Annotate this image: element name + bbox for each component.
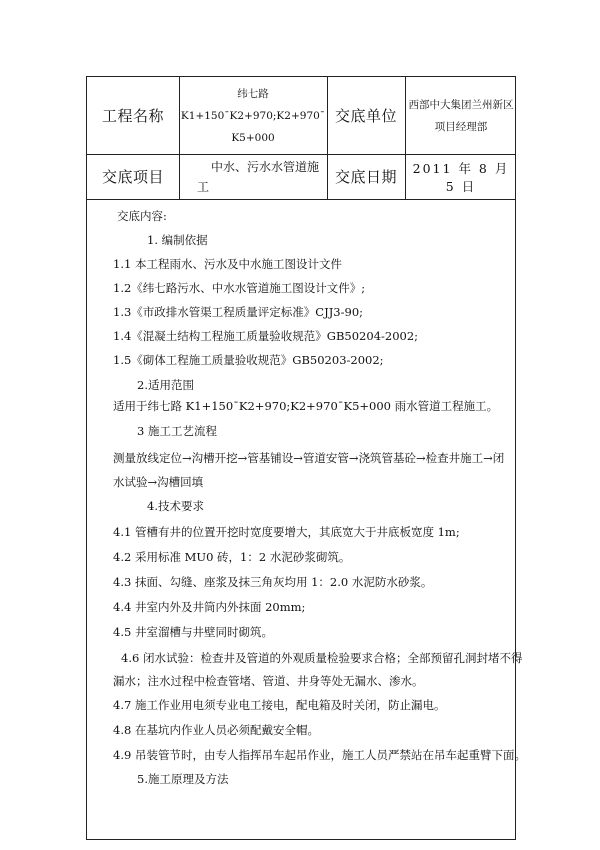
section-heading: 1. 编制依据 xyxy=(147,233,208,247)
content-line: 4.3 抹面、勾缝、座浆及抹三角灰均用 1：2.0 水泥防水砂浆。 xyxy=(113,575,433,589)
content-line: 1.3《市政排水管渠工程质量评定标准》CJJ3-90; xyxy=(113,305,364,319)
content-line: 4.9 吊装管节时，由专人指挥吊车起吊作业，施工人员严禁站在吊车起重臂下面。 xyxy=(113,748,526,762)
content-line: 1.1 本工程雨水、污水及中水施工图设计文件 xyxy=(113,257,342,271)
project-name-line: 纬七路 xyxy=(237,87,269,100)
unit-value xyxy=(405,77,517,154)
content-line: 4.5 井室溜槽与井壁同时砌筑。 xyxy=(113,625,273,639)
project-name-value xyxy=(179,77,327,154)
section-heading: 4.技术要求 xyxy=(147,499,204,513)
item-value xyxy=(179,154,327,199)
section-heading: 2.适用范围 xyxy=(137,378,194,392)
content-line: 4.7 施工作业用电须专业电工接电，配电箱及时关闭，防止漏电。 xyxy=(113,698,446,712)
content-line: 测量放线定位→沟槽开挖→管基铺设→管道安管→浇筑管基砼→检查井施工→闭 xyxy=(113,451,505,465)
section-heading: 3 施工工艺流程 xyxy=(137,424,217,438)
project-name-line: K1+150¯K2+970;K2+970¯ xyxy=(180,109,326,122)
content-line: 适用于纬七路 K1+150¯K2+970;K2+970¯K5+000 雨水管道工程施工。 xyxy=(113,399,499,413)
row-divider xyxy=(87,199,515,200)
date-value: 2011 年 8 月 5 日 xyxy=(412,160,510,194)
content-line: 漏水；注水过程中检查管堵、管道、井身等处无漏水、渗水。 xyxy=(113,674,424,688)
unit-line: 项目经理部 xyxy=(434,120,488,133)
content-line: 4.6 闭水试验：检查井及管道的外观质量检验要求合格；全部预留孔洞封堵不得 xyxy=(121,651,523,665)
content-line: 1.2《纬七路污水、中水水管道施工图设计文件》; xyxy=(113,281,366,295)
project-name-line: K5+000 xyxy=(231,131,275,144)
content-line: 4.4 井室内外及井筒内外抹面 20mm; xyxy=(113,600,306,614)
content-line: 1.4《混凝土结构工程施工质量验收规范》GB50204-2002; xyxy=(113,329,419,343)
item-label: 交底项目 xyxy=(101,168,164,186)
item-line: 工 xyxy=(197,179,210,194)
unit-line: 西部中大集团兰州新区 xyxy=(408,98,514,111)
item-line: 中水、污水水管道施 xyxy=(211,159,320,174)
date-label: 交底日期 xyxy=(334,168,397,186)
section-heading: 5.施工原理及方法 xyxy=(137,772,229,786)
content-line: 4.2 采用标准 MU0 砖，1：2 水泥砂浆砌筑。 xyxy=(113,550,351,564)
content-line: 水试验→沟槽回填 xyxy=(113,475,204,489)
content-line: 1.5《砌体工程施工质量验收规范》GB50203-2002; xyxy=(113,353,384,367)
content-line: 4.8 在基坑内作业人员必须配戴安全帽。 xyxy=(113,723,319,737)
unit-label: 交底单位 xyxy=(334,107,397,125)
content-line: 4.1 管槽有井的位置开挖时宽度要增大，其底宽大于井底板宽度 1m; xyxy=(113,525,460,539)
content-heading: 交底内容: xyxy=(117,209,167,223)
disclosure-form xyxy=(86,76,526,840)
project-name-label: 工程名称 xyxy=(101,107,164,125)
